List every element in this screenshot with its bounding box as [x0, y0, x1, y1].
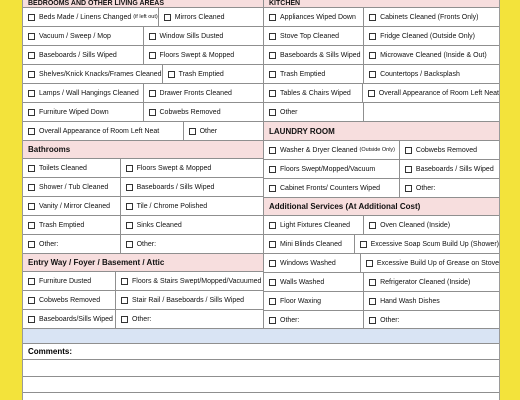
checklist-row [23, 46, 263, 65]
checklist-item[interactable]: Baseboards / Sills Wiped [399, 160, 499, 178]
checkbox-icon[interactable] [269, 52, 276, 59]
checkbox-icon[interactable] [366, 260, 373, 267]
checklist-item[interactable]: Walls Washed [264, 273, 363, 291]
checklist-item[interactable]: Baseboards / Sills Wiped [23, 46, 143, 64]
checklist-item[interactable]: Trash Emptied [264, 65, 363, 83]
checklist-row [264, 254, 499, 273]
checkbox-icon[interactable] [28, 165, 35, 172]
checklist-item[interactable]: Window Sills Dusted [143, 27, 264, 45]
additional-header: Additional Services (At Additional Cost) [264, 198, 499, 216]
checklist-row [23, 178, 263, 197]
checklist-item[interactable]: Overall Appearance of Room Left Neat [23, 122, 183, 140]
checklist-row [23, 65, 263, 84]
checkbox-icon[interactable] [126, 165, 133, 172]
checklist-row [264, 103, 499, 122]
checkbox-icon[interactable] [28, 14, 35, 21]
checklist-item[interactable]: Other [264, 103, 363, 121]
checkbox-icon[interactable] [269, 260, 276, 267]
checklist-item[interactable]: Hand Wash Dishes [363, 292, 499, 310]
checklist-item[interactable]: Furniture Dusted [23, 272, 115, 290]
checklist-item[interactable]: Floors Swept & Mopped [120, 159, 263, 177]
checkbox-icon[interactable] [149, 109, 156, 116]
checkbox-icon[interactable] [28, 109, 35, 116]
checklist-item[interactable]: Toilets Cleaned [23, 159, 120, 177]
checkbox-icon[interactable] [369, 71, 376, 78]
checklist-item[interactable]: Stove Top Cleaned [264, 27, 363, 45]
checklist-row [23, 122, 263, 141]
checklist-item[interactable]: Floors & Stairs Swept/Mopped/Vacuumed [115, 272, 263, 290]
checkbox-icon[interactable] [269, 317, 276, 324]
checkbox-icon[interactable] [121, 316, 128, 323]
checklist-item[interactable]: Light Fixtures Cleaned [264, 216, 363, 234]
checklist-item[interactable]: Tables & Chairs Wiped [264, 84, 362, 102]
checklist-item[interactable]: Trash Emptied [23, 216, 120, 234]
checklist-item[interactable]: Refrigerator Cleaned (Inside) [363, 273, 499, 291]
checklist-item[interactable] [363, 103, 499, 121]
checklist-item[interactable]: Other: [399, 179, 499, 197]
checkbox-icon[interactable] [369, 52, 376, 59]
checklist-item[interactable]: Mirrors Cleaned [158, 8, 263, 26]
checklist-item[interactable]: Microwave Cleaned (Inside & Out) [363, 46, 499, 64]
checkbox-icon[interactable] [369, 317, 376, 324]
checklist-item[interactable]: Overall Appearance of Room Left Neat [362, 84, 499, 102]
checkbox-icon[interactable] [405, 147, 412, 154]
right-column [263, 0, 499, 330]
checkbox-icon[interactable] [28, 33, 35, 40]
checklist-item[interactable]: Windows Washed [264, 254, 360, 272]
checklist-item[interactable]: Cobwebs Removed [23, 291, 115, 309]
checklist-item[interactable]: Vacuum / Sweep / Mop [23, 27, 143, 45]
checkbox-icon[interactable] [28, 203, 35, 210]
checkbox-icon[interactable] [269, 279, 276, 286]
checklist-item[interactable]: Washer & Dryer Cleaned (Outside Only) [264, 141, 399, 159]
checklist-row [264, 141, 499, 160]
checkbox-icon[interactable] [405, 185, 412, 192]
checklist-item[interactable]: Stair Rail / Baseboards / Sills Wiped [115, 291, 263, 309]
checkbox-icon[interactable] [269, 185, 276, 192]
checklist-item[interactable]: Beds Made / Linens Changed (if left out) [23, 8, 158, 26]
checkbox-icon[interactable] [368, 90, 375, 97]
checklist-item[interactable]: Other: [264, 311, 363, 329]
checklist-item[interactable]: Floor Waxing [264, 292, 363, 310]
checklist-item[interactable]: Shower / Tub Cleaned [23, 178, 120, 196]
checklist-item[interactable]: Oven Cleaned (Inside) [363, 216, 499, 234]
checklist-row [23, 310, 263, 329]
checklist-item[interactable]: Excessive Build Up of Grease on Stove [360, 254, 499, 272]
checklist-item[interactable]: Baseboards / Sills Wiped [120, 178, 263, 196]
checklist-item[interactable]: Mini Blinds Cleaned [264, 235, 354, 253]
checklist-item[interactable]: Shelves/Knick Knacks/Frames Cleaned [23, 65, 162, 83]
checkbox-icon[interactable] [269, 166, 276, 173]
checkbox-icon[interactable] [189, 128, 196, 135]
checklist-row [264, 216, 499, 235]
checkbox-icon[interactable] [269, 71, 276, 78]
checkbox-icon[interactable] [28, 222, 35, 229]
checkbox-icon[interactable] [126, 241, 133, 248]
checkbox-icon[interactable] [126, 222, 133, 229]
checkbox-icon[interactable] [369, 14, 376, 21]
checkbox-icon[interactable] [28, 52, 35, 59]
checklist-row [264, 179, 499, 198]
checklist-row [23, 8, 263, 27]
checkbox-icon[interactable] [269, 222, 276, 229]
checklist-item[interactable]: Vanity / Mirror Cleaned [23, 197, 120, 215]
checklist-item[interactable]: Other [183, 122, 263, 140]
bedrooms-header: BEDROOMS AND OTHER LIVING AREAS [23, 0, 263, 8]
checklist-item[interactable]: Other: [115, 310, 263, 328]
kitchen-header: KITCHEN [264, 0, 499, 8]
checklist-row [264, 273, 499, 292]
checklist-row [23, 103, 263, 122]
checkbox-icon[interactable] [28, 316, 35, 323]
checklist-item[interactable]: Appliances Wiped Down [264, 8, 363, 26]
checklist-row [23, 27, 263, 46]
checkbox-icon[interactable] [164, 14, 171, 21]
checkbox-icon[interactable] [269, 90, 276, 97]
checkbox-icon[interactable] [126, 184, 133, 191]
checkbox-icon[interactable] [28, 184, 35, 191]
checkbox-icon[interactable] [269, 147, 276, 154]
checkbox-icon[interactable] [269, 298, 276, 305]
checkbox-icon[interactable] [369, 33, 376, 40]
checkbox-icon[interactable] [149, 33, 156, 40]
checklist-row [23, 272, 263, 291]
checklist-item[interactable]: Trash Emptied [162, 65, 263, 83]
checklist-item[interactable]: Baseboards & Sills Wiped [264, 46, 363, 64]
checkbox-icon[interactable] [28, 128, 35, 135]
checkbox-icon[interactable] [121, 278, 128, 285]
checklist-row [264, 65, 499, 84]
checklist-item[interactable]: Countertops / Backsplash [363, 65, 499, 83]
checklist-item[interactable]: Sinks Cleaned [120, 216, 263, 234]
checklist-item[interactable]: Lamps / Wall Hangings Cleaned [23, 84, 143, 102]
checkbox-icon[interactable] [28, 278, 35, 285]
checklist-item[interactable]: Cabinets Cleaned (Fronts Only) [363, 8, 499, 26]
checkbox-icon[interactable] [369, 279, 376, 286]
separator-band [23, 328, 499, 344]
checkbox-icon[interactable] [168, 71, 175, 78]
entry-header: Entry Way / Foyer / Basement / Attic [23, 254, 263, 272]
checklist-item[interactable]: Baseboards/Sills Wiped [23, 310, 115, 328]
checkbox-icon[interactable] [28, 297, 35, 304]
checklist-row [264, 160, 499, 179]
laundry-header: LAUNDRY ROOM [264, 122, 499, 141]
checkbox-icon[interactable] [369, 222, 376, 229]
checkbox-icon[interactable] [28, 90, 35, 97]
checklist-row [264, 292, 499, 311]
checkbox-icon[interactable] [269, 33, 276, 40]
checklist-row [23, 216, 263, 235]
checklist-row [264, 27, 499, 46]
checklist-item[interactable]: Tile / Chrome Polished [120, 197, 263, 215]
checklist-item[interactable]: Furniture Wiped Down [23, 103, 143, 121]
checklist-item[interactable]: Other: [363, 311, 499, 329]
checkbox-icon[interactable] [126, 203, 133, 210]
checklist-row [23, 291, 263, 310]
checklist-row [23, 197, 263, 216]
checkbox-icon[interactable] [369, 298, 376, 305]
checkbox-icon[interactable] [121, 297, 128, 304]
checklist-item[interactable]: Floors Swept/Mopped/Vacuum [264, 160, 399, 178]
comment-line[interactable] [23, 392, 499, 393]
checkbox-icon[interactable] [149, 90, 156, 97]
checklist-item[interactable]: Other: [23, 235, 120, 253]
checklist-row [264, 46, 499, 65]
checklist-row [23, 159, 263, 178]
checklist-item[interactable]: Cabinet Fronts/ Counters Wiped [264, 179, 399, 197]
checklist-item[interactable]: Floors Swept & Mopped [143, 46, 264, 64]
checklist-item[interactable]: Other: [120, 235, 263, 253]
checklist-row [264, 8, 499, 27]
bathrooms-header: Bathrooms [23, 141, 263, 159]
checklist-item[interactable]: Drawer Fronts Cleaned [143, 84, 264, 102]
checklist-row [23, 235, 263, 254]
comment-line[interactable] [23, 376, 499, 377]
checkbox-icon[interactable] [269, 109, 276, 116]
checklist-item[interactable]: Fridge Cleaned (Outside Only) [363, 27, 499, 45]
comments-label: Comments: [23, 344, 499, 360]
checklist-item[interactable]: Excessive Soap Scum Build Up (Shower) [354, 235, 499, 253]
cleaning-checklist [22, 0, 500, 400]
checklist-item[interactable]: Cobwebs Removed [399, 141, 499, 159]
checkbox-icon[interactable] [360, 241, 367, 248]
checkbox-icon[interactable] [269, 14, 276, 21]
checklist-row [264, 235, 499, 254]
checkbox-icon[interactable] [28, 71, 35, 78]
checkbox-icon[interactable] [405, 166, 412, 173]
checklist-row [23, 84, 263, 103]
left-column [23, 0, 263, 329]
checkbox-icon[interactable] [28, 241, 35, 248]
checklist-item[interactable]: Cobwebs Removed [143, 103, 264, 121]
checkbox-icon[interactable] [149, 52, 156, 59]
checkbox-icon[interactable] [269, 241, 276, 248]
checklist-row [264, 84, 499, 103]
